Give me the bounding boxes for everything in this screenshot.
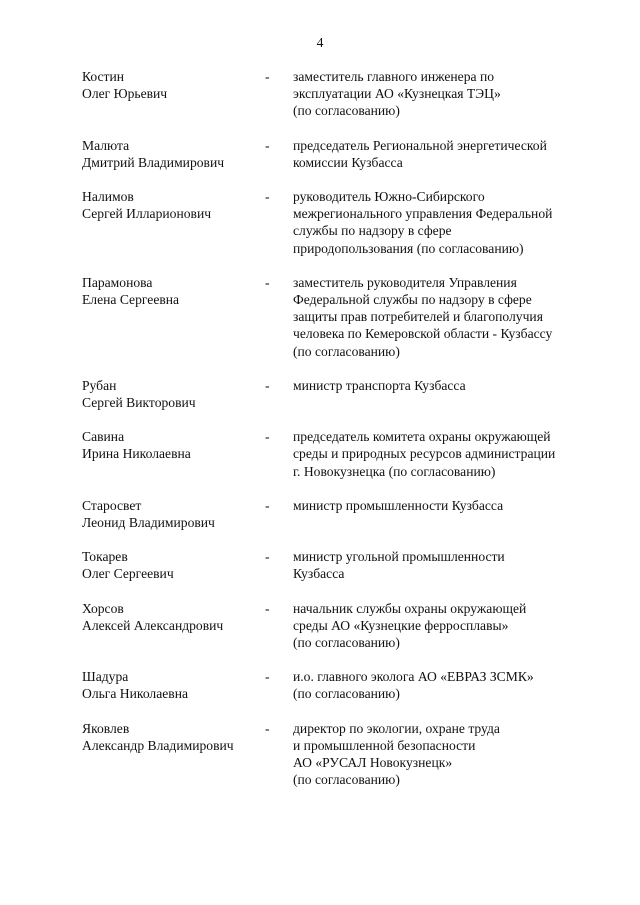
member-position [293, 548, 598, 582]
member-name [82, 720, 257, 754]
member-surname: Токарев [82, 549, 128, 565]
member-surname: Налимов [82, 189, 134, 205]
member-entry [0, 548, 640, 582]
member-entry [0, 68, 640, 120]
member-surname: Рубан [82, 377, 117, 393]
member-surname: Хорсов [82, 600, 124, 616]
separator-dash: - [265, 429, 270, 445]
member-position [293, 274, 598, 360]
member-position [293, 137, 598, 171]
position-line: председатель комитета охраны окружающей [293, 429, 551, 445]
separator-dash: - [265, 137, 270, 153]
member-name [82, 377, 257, 411]
member-name [82, 428, 257, 462]
member-surname: Шадура [82, 669, 129, 685]
member-position [293, 720, 598, 789]
position-line: министр промышленности Кузбасса [293, 497, 504, 513]
position-line: АО «РУСАЛ Новокузнецк» [293, 755, 453, 771]
member-entry [0, 497, 640, 531]
position-line: Кузбасса [293, 566, 345, 582]
member-position [293, 497, 598, 531]
member-given-names: Александр Владимирович [82, 737, 234, 753]
position-line: (по согласованию) [293, 103, 400, 119]
position-line: защиты прав потребителей и благополучия [293, 309, 543, 325]
member-entry [0, 137, 640, 171]
member-position [293, 188, 598, 257]
member-surname: Парамонова [82, 274, 153, 290]
member-given-names: Ирина Николаевна [82, 446, 191, 462]
member-name [82, 68, 257, 102]
position-line: заместитель руководителя Управления [293, 274, 517, 290]
member-given-names: Елена Сергеевна [82, 292, 180, 308]
separator-dash: - [265, 274, 270, 290]
member-given-names: Олег Юрьевич [82, 86, 168, 102]
position-line: (по согласованию) [293, 343, 400, 359]
member-name [82, 600, 257, 634]
member-entry [0, 428, 640, 480]
separator-dash: - [265, 600, 270, 616]
separator-dash: - [265, 549, 270, 565]
position-line: директор по экологии, охране труда [293, 720, 500, 736]
position-line: и промышленной безопасности [293, 737, 476, 753]
member-given-names: Ольга Николаевна [82, 686, 189, 702]
member-given-names: Сергей Викторович [82, 395, 196, 411]
member-list [0, 68, 640, 788]
position-line: среды АО «Кузнецкие ферросплавы» [293, 617, 509, 633]
position-line: (по согласованию) [293, 686, 400, 702]
member-name [82, 274, 257, 308]
position-line: межрегионального управления Федеральной [293, 206, 553, 222]
member-surname: Савина [82, 429, 125, 445]
position-line: эксплуатации АО «Кузнецкая ТЭЦ» [293, 86, 501, 102]
position-line: Федеральной службы по надзору в сфере [293, 292, 532, 308]
position-line: руководитель Южно-Сибирского [293, 189, 485, 205]
member-entry [0, 668, 640, 702]
separator-dash: - [265, 669, 270, 685]
position-line: среды и природных ресурсов администрации [293, 446, 556, 462]
member-position [293, 377, 598, 411]
member-entry [0, 600, 640, 652]
separator-dash: - [265, 497, 270, 513]
separator-dash: - [265, 720, 270, 736]
separator-dash: - [265, 377, 270, 393]
position-line: комиссии Кузбасса [293, 154, 403, 170]
member-entry [0, 377, 640, 411]
member-given-names: Олег Сергеевич [82, 566, 174, 582]
member-given-names: Сергей Илларионович [82, 206, 212, 222]
member-name [82, 497, 257, 531]
position-line: человека по Кемеровской области - Кузбассу [293, 326, 553, 342]
position-line: г. Новокузнецка (по согласованию) [293, 463, 496, 479]
position-line: службы по надзору в сфере [293, 223, 452, 239]
member-entry [0, 720, 640, 789]
member-name [82, 548, 257, 582]
member-entry [0, 274, 640, 360]
member-name [82, 188, 257, 222]
position-line: министр угольной промышленности [293, 549, 505, 565]
position-line: (по согласованию) [293, 772, 400, 788]
member-name [82, 668, 257, 702]
position-line: и.о. главного эколога АО «ЕВРАЗ ЗСМК» [293, 669, 534, 685]
member-surname: Малюта [82, 137, 130, 153]
member-position [293, 600, 598, 652]
member-given-names: Леонид Владимирович [82, 515, 215, 531]
member-given-names: Алексей Александрович [82, 617, 224, 633]
member-position [293, 428, 598, 480]
position-line: заместитель главного инженера по [293, 69, 495, 84]
member-position [293, 68, 598, 120]
member-surname: Старосвет [82, 497, 142, 513]
position-line: (по согласованию) [293, 635, 400, 651]
member-name [82, 137, 257, 171]
member-surname: Костин [82, 69, 125, 84]
position-line: председатель Региональной энергетической [293, 137, 547, 153]
separator-dash: - [265, 69, 270, 84]
member-surname: Яковлев [82, 720, 130, 736]
separator-dash: - [265, 189, 270, 205]
page-number: 4 [316, 35, 324, 50]
position-line: начальник службы охраны окружающей [293, 600, 527, 616]
member-entry [0, 188, 640, 257]
position-line: природопользования (по согласованию) [293, 240, 524, 256]
member-given-names: Дмитрий Владимирович [82, 154, 225, 170]
member-position [293, 668, 598, 702]
position-line: министр транспорта Кузбасса [293, 377, 466, 393]
